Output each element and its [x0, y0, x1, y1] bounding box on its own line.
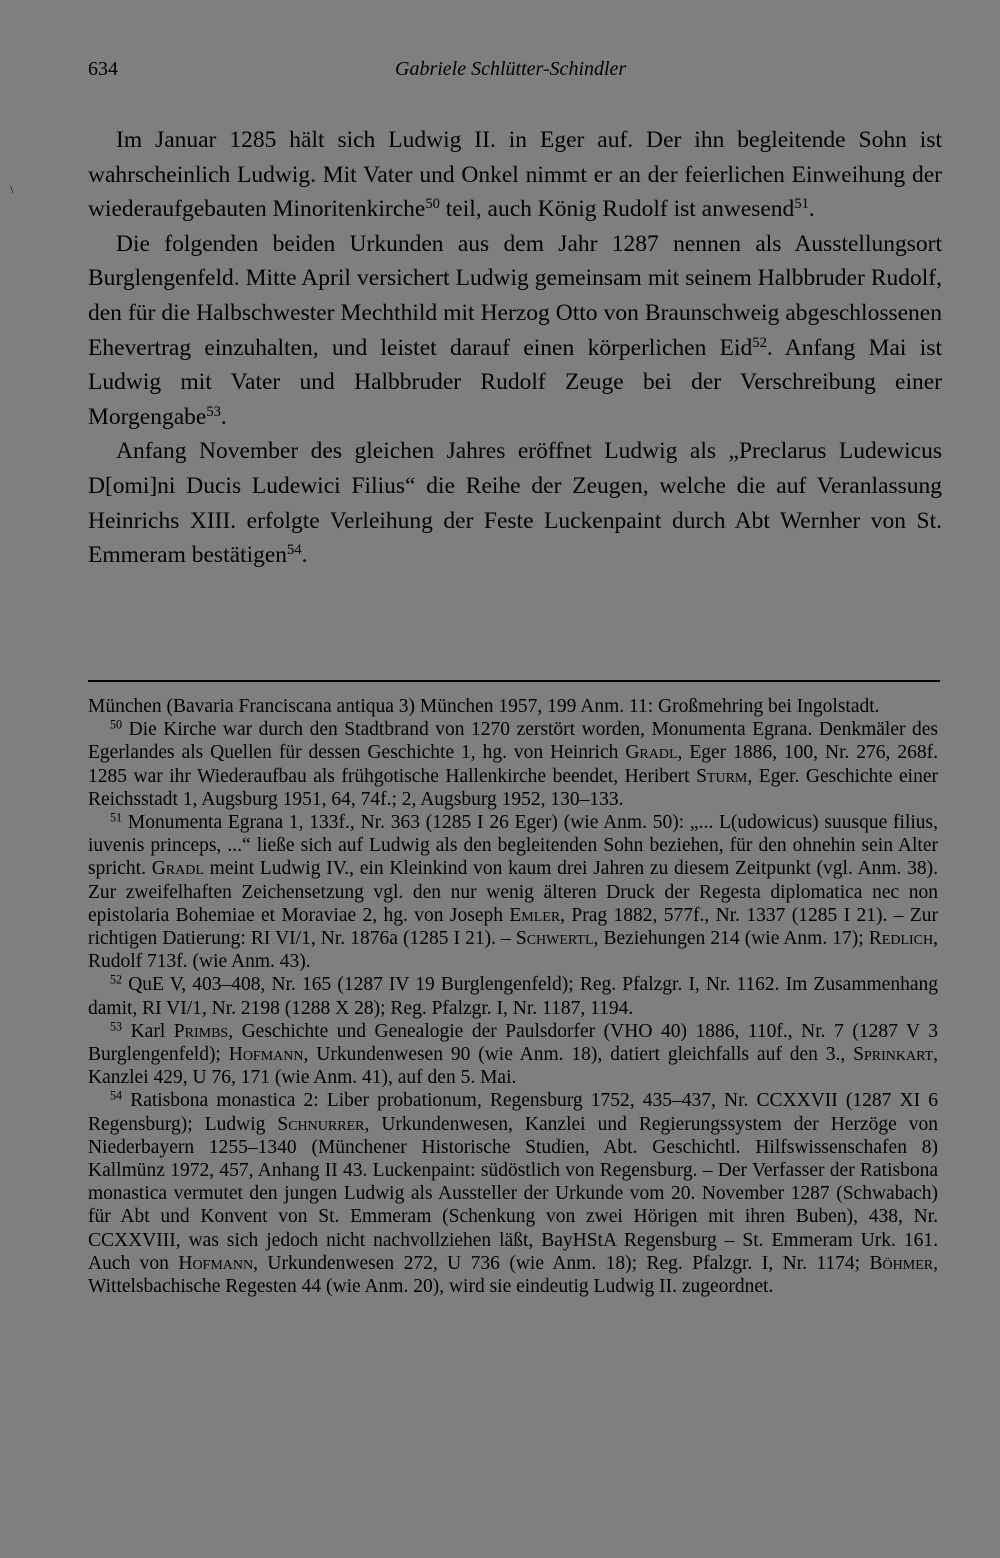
- footnote-51: $^{51}$ Monumenta Egrana 1, 133f., Nr. 363 (1285 I 26 Eger) (wie Anm. 50): „... L(udowicus) suusque filius, iuvenis princeps, ...“ ließe sich auf Ludwig als den begleitenden Sohn beziehen, für den ohnehin sein Alter spricht. Gradl meint Ludwig IV., ein Kleinkind von kaum drei Jahren zu diesem Zeitpunkt (vgl. Anm. 38). Zur zweifelhaften Zeichensetzung vgl. den nur wenig älteren Druck der Regesta diplomatica nec non epistolaria Bohemiae et Moraviae 2, hg. von Joseph Emler, Prag 1882, 577f., Nr. 1337 (1285 I 21). – Zur richtigen Datierung: RI VI/1, Nr. 1876a (1285 I 21). – Schwertl, Beziehungen 214 (wie Anm. 17); Redlich, Rudolf 713f. (wie Anm. 43).: [88, 810, 939, 973]
- footnote-ref[interactable]: 50: [425, 196, 440, 213]
- footnote-50: $^{50}$ Die Kirche war durch den Stadtbrand von 1270 zerstört worden, Monumenta Egrana. Denkmäler des Egerlandes als Quellen für dessen Geschichte 1, hg. von Heinrich Gradl, Eger 1886, 100, Nr. 276, 268f. 1285 war ihr Wiederaufbau als frühgotische Hallenkirche beendet, Heribert Sturm, Eger. Geschichte einer Reichsstadt 1, Augsburg 1951, 64, 74f.; 2, Augsburg 1952, 130–133.: [88, 717, 938, 810]
- footnote-ref[interactable]: 53: [206, 403, 221, 420]
- footnote-ref[interactable]: 51: [794, 196, 809, 213]
- footnote-number: 53: [110, 1019, 123, 1034]
- footnote-number: 51: [110, 810, 123, 825]
- paragraph: Anfang November des gleichen Jahres eröffnet Ludwig als „Preclarus Ludewicus D[omi]ni Ducis Ludewici Filius“ die Reihe der Zeugen, welche die auf Veranlassung Heinrichs XIII. erfolgte Verleihung der Feste Luckenpaint durch Abt Wernher von St. Emmeram bestätigen$^{54}$.: [88, 438, 942, 569]
- page-number: 634: [88, 58, 118, 80]
- paragraph: Die folgenden beiden Urkunden aus dem Jahr 1287 nennen als Ausstellungsort Burglengenfeld. Mitte April versichert Ludwig gemeinsam mit seinem Halbbruder Rudolf, den für die Halbschwester Mechthild mit Herzog Otto von Braunschweig abgeschlossenen Ehevertrag einzuhalten, und leistet darauf einen körperlichen Eid$^{52}$. Anfang Mai ist Ludwig mit Vater und Halbbruder Rudolf Zeuge bei der Verschreibung einer Morgengabe$^{53}$.: [88, 230, 942, 430]
- footnote-number: 50: [110, 717, 123, 732]
- footnote-number: 54: [110, 1088, 123, 1103]
- footnote-ref[interactable]: 52: [752, 334, 767, 351]
- page-header: [88, 58, 940, 88]
- running-title: Gabriele Schlütter-Schindler: [395, 58, 627, 80]
- footnote-53: $^{53}$ Karl Primbs, Geschichte und Genealogie der Paulsdorfer (VHO 40) 1886, 110f., Nr. 7 (1287 V 3 Burglengenfeld); Hofmann, Urkundenwesen 90 (wie Anm. 18), datiert gleichfalls auf den 3., Sprinkart, Kanzlei 429, U 76, 171 (wie Anm. 41), auf den 5. Mai.: [88, 1019, 938, 1089]
- footnote-number: 52: [110, 972, 123, 987]
- stray-mark: \: [10, 182, 14, 196]
- footnote-ref[interactable]: 54: [287, 542, 302, 559]
- footnote-52: $^{52}$ QuE V, 403–408, Nr. 165 (1287 IV 19 Burglengenfeld); Reg. Pfalzgr. I, Nr. 1162. Im Zusammenhang damit, RI VI/1, Nr. 2198 (1288 X 28); Reg. Pfalzgr. I, Nr. 1187, 1194.: [88, 972, 938, 1019]
- paragraph: Im Januar 1285 hält sich Ludwig II. in Eger auf. Der ihn begleitende Sohn ist wahrscheinlich Ludwig. Mit Vater und Onkel nimmt er an der feierlichen Einweihung der wiederaufgebauten Minoritenkirche$^{50}$ teil, auch König Rudolf ist anwesend$^{51}$.: [88, 127, 942, 223]
- footnote-54: $^{54}$ Ratisbona monastica 2: Liber probationum, Regensburg 1752, 435–437, Nr. CCXXVII (1287 XI 6 Regensburg); Ludwig Schnurrer, Urkundenwesen, Kanzlei und Regierungssystem der Herzöge von Niederbayern 1255–1340 (Münchener Historische Studien, Abt. Geschichtl. Hilfswissenschafen 8) Kallmünz 1972, 457, Anhang II 43. Luckenpaint: südöstlich von Regensburg. – Der Verfasser der Ratisbona monastica vermutet den jungen Ludwig als Aussteller der Urkunde vom 20. November 1287 (Schwabach) für Abt und Konvent von St. Emmeram (Schenkung von zwei Hörigen mit ihren Buben), 438, Nr. CCXXVIII, was sich jedoch nicht nachvollziehen läßt, BayHStA Regensburg – St. Emmeram Urk. 161. Auch von Hofmann, Urkundenwesen 272, U 736 (wie Anm. 18); Reg. Pfalzgr. I, Nr. 1174; Böhmer, Wittelsbachische Regesten 44 (wie Anm. 20), wird sie eindeutig Ludwig II. zugeordnet.: [88, 1088, 938, 1298]
- footnotes: [88, 695, 938, 1298]
- footnote-separator: [88, 680, 940, 682]
- main-text: [88, 123, 942, 573]
- footnote-carryover: München (Bavaria Franciscana antiqua 3) München 1957, 199 Anm. 11: Großmehring bei Ingolstadt.: [88, 696, 880, 717]
